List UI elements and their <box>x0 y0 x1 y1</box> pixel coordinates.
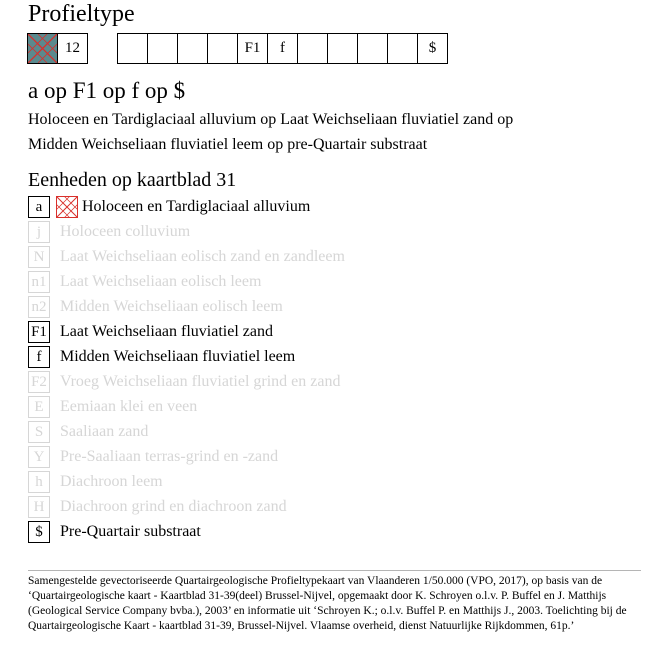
layer-cell <box>327 33 358 64</box>
unit-code-badge: j <box>28 221 50 243</box>
unit-label: Pre-Saaliaan terras-grind en -zand <box>60 447 279 465</box>
profile-number-cell: 12 <box>57 33 88 64</box>
unit-code-badge: E <box>28 396 50 418</box>
unit-code-badge: F1 <box>28 321 50 343</box>
unit-code-badge: a <box>28 196 50 218</box>
layer-cell <box>357 33 388 64</box>
unit-label: Holoceen en Tardiglaciaal alluvium <box>82 197 311 215</box>
units-legend <box>28 194 345 544</box>
unit-code-badge: h <box>28 471 50 493</box>
unit-item <box>28 244 345 269</box>
unit-label: Laat Weichseliaan fluviatiel zand <box>60 322 273 340</box>
description-line: Holoceen en Tardiglaciaal alluvium op Laat Weichseliaan fluviatiel zand op <box>28 111 514 128</box>
source-footer: Samengestelde gevectoriseerde Quartairgeologische Profieltypekaart van Vlaanderen 1/50.000 (VPO, 2017), op basis van de ‘Quartairgeologische kaart - Kaartblad 31-39(deel) Brussel-Nijvel, opgemaakt door K. Schroyen o.l.v. P. Buffel en J. Matthijs (Geological Service Company bvba.), 2003’ en informatie uit ‘Schroyen K.; o.l.v. Buffel P. en Matthijs J., 2003. Toelichting bij de Quartairgeologische Kaart - kaartblad 31-39, Brussel-Nijvel. Vlaamse overheid, dienst Natuurlijke Rijkdommen, 61p.’ <box>28 575 627 632</box>
unit-item <box>28 369 345 394</box>
unit-label: Holoceen colluvium <box>60 222 191 240</box>
layer-cell: f <box>267 33 298 64</box>
unit-item <box>28 394 345 419</box>
unit-item <box>28 469 345 494</box>
unit-label: Laat Weichseliaan eolisch leem <box>60 272 262 290</box>
layer-cell <box>297 33 328 64</box>
hatch-cross-icon <box>56 196 78 218</box>
unit-item <box>28 344 345 369</box>
unit-label: Eemiaan klei en veen <box>60 397 198 415</box>
unit-item <box>28 444 345 469</box>
unit-code-badge: N <box>28 246 50 268</box>
layer-cell: $ <box>417 33 448 64</box>
description-line: Midden Weichseliaan fluviatiel leem op pre-Quartair substraat <box>28 136 428 153</box>
alluvium-symbol-cell <box>27 33 58 64</box>
unit-code-badge: n2 <box>28 296 50 318</box>
unit-item <box>28 519 345 544</box>
layer-cell <box>387 33 418 64</box>
unit-label: Laat Weichseliaan eolisch zand en zandleem <box>60 247 345 265</box>
unit-item <box>28 269 345 294</box>
unit-label: Diachroon grind en diachroon zand <box>60 497 287 515</box>
unit-code-badge: F2 <box>28 371 50 393</box>
unit-label: Vroeg Weichseliaan fluviatiel grind en zand <box>60 372 341 390</box>
unit-code-badge: S <box>28 421 50 443</box>
unit-code-badge: H <box>28 496 50 518</box>
unit-code-badge: n1 <box>28 271 50 293</box>
layer-cell: F1 <box>237 33 268 64</box>
unit-item <box>28 219 345 244</box>
units-title: Eenheden op kaartblad 31 <box>28 169 237 191</box>
unit-label: Midden Weichseliaan eolisch leem <box>60 297 283 315</box>
unit-item <box>28 419 345 444</box>
layer-cell <box>147 33 178 64</box>
profile-code-strip-layers <box>118 33 448 63</box>
unit-label: Diachroon leem <box>60 472 163 490</box>
unit-label: Saaliaan zand <box>60 422 149 440</box>
unit-code-badge: Y <box>28 446 50 468</box>
unit-label: Midden Weichseliaan fluviatiel leem <box>60 347 296 365</box>
page-title: Profieltype <box>28 1 135 27</box>
profile-code-strip-main <box>28 33 88 63</box>
layer-cell <box>207 33 238 64</box>
footer-divider <box>28 570 641 571</box>
profile-formula: a op F1 op f op $ <box>28 78 186 103</box>
profile-description <box>28 107 588 157</box>
unit-item <box>28 294 345 319</box>
unit-item <box>28 494 345 519</box>
unit-item <box>28 194 345 219</box>
layer-cell <box>177 33 208 64</box>
hatch-cross-icon <box>28 34 57 63</box>
unit-item <box>28 319 345 344</box>
unit-code-badge: f <box>28 346 50 368</box>
unit-label: Pre-Quartair substraat <box>60 522 201 540</box>
unit-code-badge: $ <box>28 521 50 543</box>
layer-cell <box>117 33 148 64</box>
